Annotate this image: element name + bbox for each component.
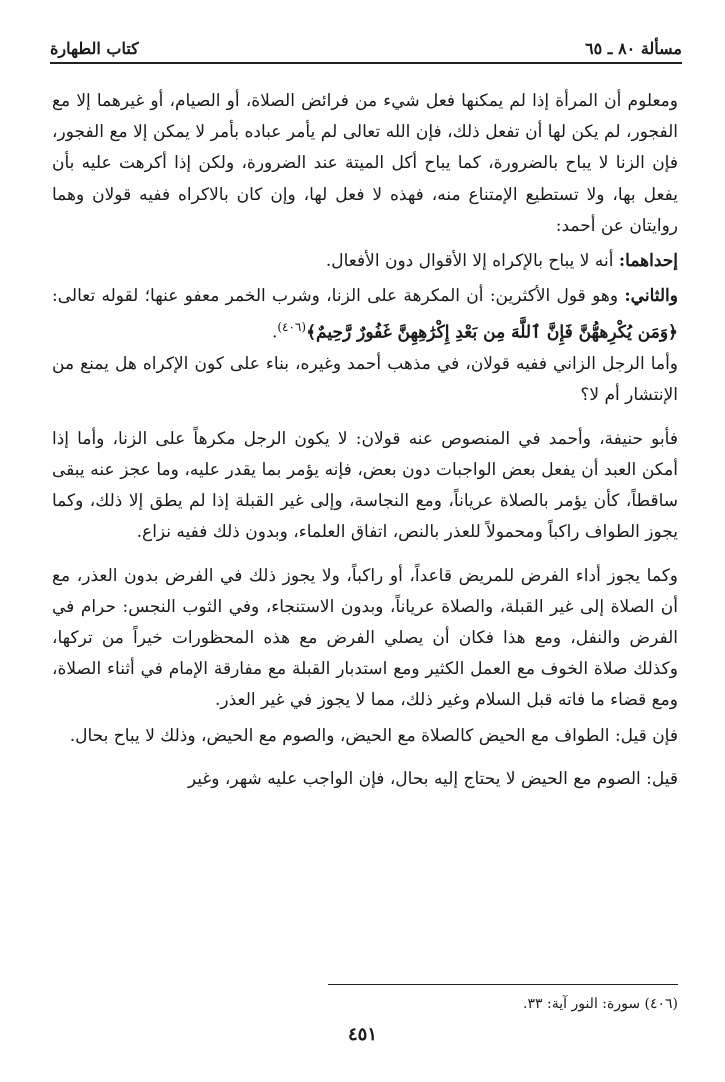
page-body (52, 86, 678, 795)
paragraph-3-lead: والثاني: (624, 286, 678, 307)
header-section: مسألة ٨٠ ـ ٦٥ (585, 39, 682, 58)
page-number: ٤٥١ (347, 1024, 377, 1045)
paragraph-3-end: . (271, 323, 278, 344)
paragraph-5: فأبو حنيفة، وأحمد في المنصوص عنه قولان: لا يكون الرجل مكرهاً على الزنا، وأما إذا أمكن العبد أن يفعل بعض الواجبات دون بعض، فإنه يؤمر بما يقدر عليه، وما عجز عنه يبقى ساقطاً، كأن يؤمر بالصلاة عرياناً، ومع النجاسة، وإلى غير القبلة إذا لم يطق إلا ذلك، وكما يجوز الطواف راكباً ومحمولاً للعذر بالنص، اتفاق العلماء، وبدون ذلك ففيه نزاع. (52, 428, 678, 543)
header-book-title: كتاب الطهارة (50, 39, 139, 58)
paragraph-3 (52, 281, 678, 349)
paragraph-8: قيل: الصوم مع الحيض لا يحتاج إليه بحال، فإن الواجب عليه شهر، وغير (187, 768, 678, 789)
footnote-separator (328, 984, 678, 985)
paragraph-2-text: أنه لا يباح بالإكراه إلا الأقوال دون الأفعال. (325, 251, 619, 272)
running-header (50, 28, 682, 64)
paragraph-2-lead: إحداهما: (618, 251, 678, 272)
paragraph-6: وكما يجوز أداء الفرض للمريض قاعداً، أو راكباً، ولا يجوز ذلك في الفرض بدون العذر، مع أن الصلاة إلى غير القبلة، والصلاة عرياناً، وبدون الاستنجاء، وفي الثوب النجس: حرام في الفرض والنفل، ومع هذا فكان أن يصلي الفرض مع هذه المحظورات خيراً من تركها، وكذلك صلاة الخوف مع العمل الكثير ومع استدبار القبلة مع مفارقة الإمام في أثناء الصلاة، ومع قضاء ما فاته قبل السلام وغير ذلك، مما لا يجوز في غير العذر. (52, 565, 678, 711)
paragraph-1: ومعلوم أن المرأة إذا لم يمكنها فعل شيء من فرائض الصلاة، أو الصيام، أو غيرهما إلا مع الفجور، لم يكن لها أن تفعل ذلك، فإن الله تعالى لم يأمر عباده بأمر لا يمكن إلا مع الفجور، فإن الزنا لا يباح بالضرورة، كما يباح أكل الميتة عند الضرورة، ولكن إذا أكرهت عليه بأن يفعل بها، ولا تستطيع الإمتناع منه، فهذه لا فعل لها، وإن كان بالاكراه ففيه قولان وهما روايتان عن أحمد: (52, 91, 678, 236)
paragraph-4: وأما الرجل الزاني ففيه قولان، في مذهب أحمد وغيره، بناء على كون الإكراه هل يمنع من الإنتشار أم لا؟ (52, 354, 678, 406)
footnote-reference: (٤٠٦) (277, 320, 307, 335)
quran-verse: ﴿وَمَن يُكْرِههُّنَّ فَإِنَّ ٱللَّهَ مِن بَعْدِ إِكْرَٰهِهِنَّ غَفُورٌ رَّحِيمٌ﴾ (306, 323, 678, 344)
footnote: (٤٠٦) سورة: النور آية: ٣٣. (523, 996, 678, 1012)
paragraph-2 (52, 246, 678, 277)
paragraph-3-text: وهو قول الأكثرين: أن المكرهة على الزنا، وشرب الخمر معفو عنها؛ لقوله تعالى: (52, 286, 625, 307)
paragraph-7: فإن قيل: الطواف مع الحيض كالصلاة مع الحيض، والصوم مع الحيض، وذلك لا يباح بحال. (69, 725, 678, 746)
